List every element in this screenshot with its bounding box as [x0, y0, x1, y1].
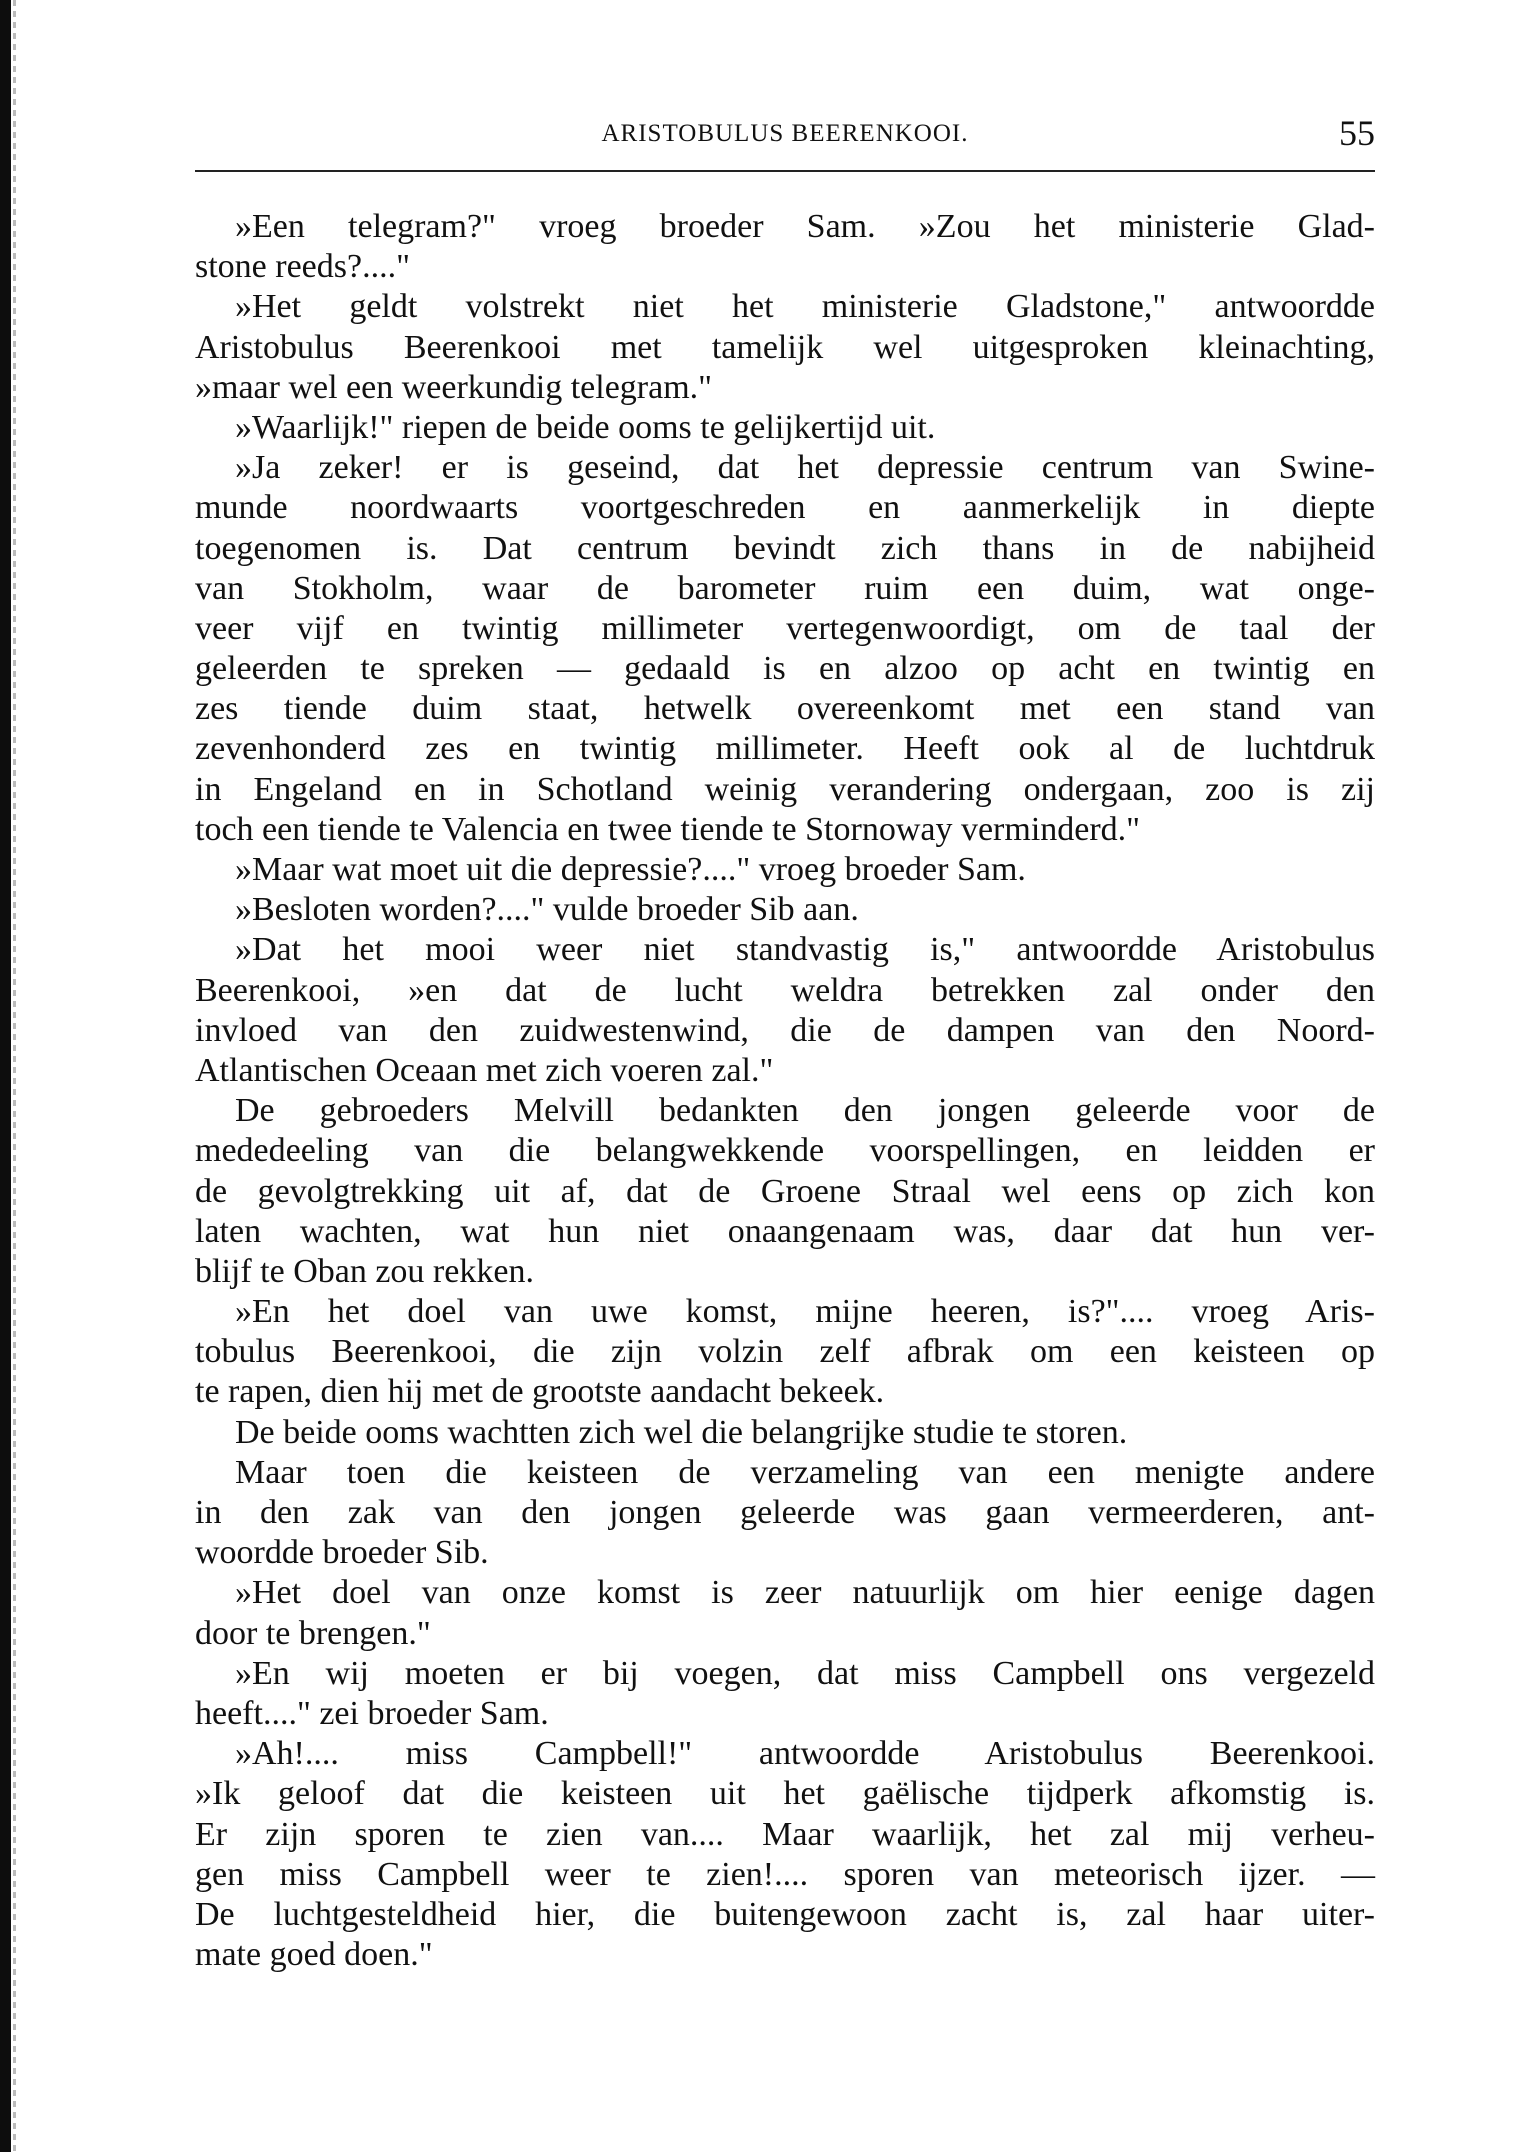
paragraph: [195, 408, 1375, 448]
text-line: »En het doel van uwe komst, mijne heeren, is?".... vroeg Aris-: [235, 1293, 1375, 1331]
paragraph: [195, 207, 1375, 287]
text-line: geleerden te spreken — gedaald is en alzoo op acht en twintig en: [195, 650, 1375, 688]
text-line: in den zak van den jongen geleerde was gaan vermeerderen, ant-: [195, 1494, 1375, 1531]
text-line: mate goed doen.": [195, 1936, 433, 1974]
text-line: »Ja zeker! er is geseind, dat het depressie centrum van Swine-: [235, 449, 1375, 487]
text-line: De gebroeders Melvill bedankten den jongen geleerde voor de: [235, 1092, 1375, 1130]
text-line: De beide ooms wachtten zich wel die belangrijke studie te storen.: [235, 1413, 1128, 1451]
book-binding-shadow: [13, 0, 16, 2152]
text-line: Atlantischen Oceaan met zich voeren zal.": [195, 1051, 774, 1089]
body-text: [195, 207, 1375, 1975]
running-title: ARISTOBULUS BEERENKOOI.: [601, 120, 969, 147]
text-line: »Maar wat moet uit die depressie?...." vroeg broeder Sam.: [235, 851, 1026, 888]
text-line: van Stokholm, waar de barometer ruim een duim, wat onge-: [195, 569, 1375, 607]
text-line: veer vijf en twintig millimeter vertegenwoordigt, om de taal der: [195, 609, 1375, 647]
paragraph: [195, 448, 1375, 850]
text-line: De luchtgesteldheid hier, die buitengewoon zacht is, zal haar uiter-: [195, 1895, 1375, 1933]
text-line: »Besloten worden?...." vulde broeder Sib aan.: [235, 891, 859, 929]
paragraph: [195, 287, 1375, 408]
text-line: te rapen, dien hij met de grootste aandacht bekeek.: [195, 1373, 885, 1411]
paragraph: [195, 850, 1375, 890]
text-line: laten wachten, wat hun niet onaangenaam was, daar dat hun ver-: [195, 1212, 1375, 1250]
text-line: »Ik geloof dat die keisteen uit het gaëlische tijdperk afkomstig is.: [195, 1775, 1375, 1813]
text-line: »Waarlijk!" riepen de beide ooms te gelijkertijd uit.: [235, 408, 936, 446]
text-line: stone reeds?....": [195, 248, 410, 286]
text-line: mededeeling van die belangwekkende voorspellingen, en leidden er: [195, 1132, 1375, 1170]
text-line: de gevolgtrekking uit af, dat de Groene Straal wel eens op zich kon: [195, 1172, 1375, 1210]
paragraph: [195, 930, 1375, 1091]
text-line: »Een telegram?" vroeg broeder Sam. »Zou het ministerie Glad-: [235, 208, 1375, 245]
text-line: »Het doel van onze komst is zeer natuurlijk om hier eenige dagen: [235, 1574, 1375, 1612]
paragraph: [195, 890, 1375, 930]
text-line: toegenomen is. Dat centrum bevindt zich thans in de nabijheid: [195, 529, 1375, 567]
running-head: [195, 112, 1375, 156]
text-line: Beerenkooi, »en dat de lucht weldra betrekken zal onder den: [195, 971, 1375, 1009]
paragraph: [195, 1413, 1375, 1453]
text-line: Er zijn sporen te zien van.... Maar waarlijk, het zal mij verheu-: [195, 1815, 1375, 1853]
text-line: gen miss Campbell weer te zien!.... sporen van meteorisch ijzer. —: [195, 1855, 1375, 1893]
text-line: door te brengen.": [195, 1614, 431, 1652]
text-line: tobulus Beerenkooi, die zijn volzin zelf afbrak om een keisteen op: [195, 1333, 1375, 1371]
text-line: »Dat het mooi weer niet standvastig is," antwoordde Aristobulus: [235, 931, 1375, 969]
text-line: heeft...." zei broeder Sam.: [195, 1694, 549, 1732]
text-line: munde noordwaarts voortgeschreden en aanmerkelijk in diepte: [195, 489, 1375, 527]
text-line: »Ah!.... miss Campbell!" antwoordde Aristobulus Beerenkooi.: [235, 1735, 1375, 1773]
text-line: in Engeland en in Schotland weinig verandering ondergaan, zoo is zij: [195, 770, 1375, 808]
text-line: Maar toen die keisteen de verzameling van een menigte andere: [235, 1453, 1375, 1491]
text-line: »maar wel een weerkundig telegram.": [195, 368, 713, 406]
text-line: »Het geldt volstrekt niet het ministerie Gladstone," antwoordde: [235, 288, 1375, 326]
paragraph: [195, 1654, 1375, 1734]
book-binding-edge: [0, 0, 11, 2152]
header-rule: [195, 170, 1375, 172]
text-line: »En wij moeten er bij voegen, dat miss Campbell ons vergezeld: [235, 1654, 1375, 1692]
paragraph: [195, 1091, 1375, 1292]
text-line: woordde broeder Sib.: [195, 1534, 489, 1572]
text-line: invloed van den zuidwestenwind, die de dampen van den Noord-: [195, 1011, 1375, 1049]
paragraph: [195, 1292, 1375, 1413]
text-line: toch een tiende te Valencia en twee tiende te Stornoway verminderd.": [195, 810, 1141, 848]
page-number: 55: [1339, 113, 1375, 153]
paragraph: [195, 1573, 1375, 1653]
text-line: blijf te Oban zou rekken.: [195, 1252, 534, 1290]
text-line: zevenhonderd zes en twintig millimeter. Heeft ook al de luchtdruk: [195, 730, 1375, 768]
text-line: zes tiende duim staat, hetwelk overeenkomt met een stand van: [195, 690, 1375, 728]
paragraph: [195, 1453, 1375, 1574]
paragraph: [195, 1734, 1375, 1975]
text-line: Aristobulus Beerenkooi met tamelijk wel uitgesproken kleinachting,: [195, 328, 1375, 366]
